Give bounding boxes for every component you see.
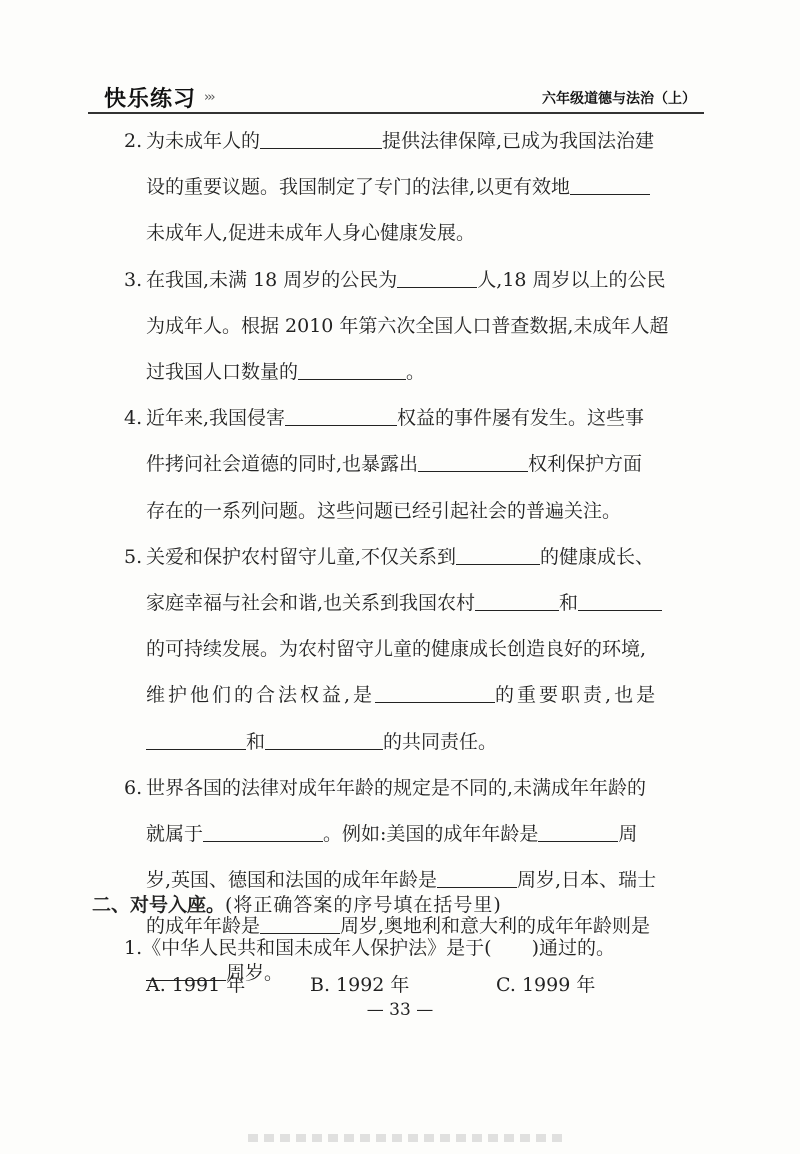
bleed-through-shadow (248, 1134, 568, 1142)
text: 周岁,日本、瑞士 (517, 869, 657, 892)
text: 就属于 (146, 823, 204, 846)
section-instruction: (将正确答案的序号填在括号里) (225, 894, 502, 916)
fill-in-questions (124, 118, 698, 996)
question-line (146, 441, 698, 487)
question-line (146, 210, 698, 256)
text: 的健康成长、 (540, 545, 655, 568)
answer-blank[interactable] (203, 819, 323, 842)
text: 设的重要议题。我国制定了专门的法律,以更有效地 (146, 176, 571, 199)
text: 权利保护方面 (528, 453, 643, 476)
text: 为未成年人的 (146, 130, 261, 152)
text: 关爱和保护农村留守儿童,不仅关系到 (146, 545, 457, 568)
question-line (146, 257, 698, 303)
text: 的共同责任。 (383, 730, 498, 753)
question-3 (124, 257, 698, 396)
page-header (88, 80, 704, 114)
text: 存在的一系列问题。这些问题已经引起社会的普遍关注。 (146, 499, 622, 522)
question-4 (124, 395, 698, 534)
question-number: 5. (124, 545, 143, 568)
question-line (146, 811, 698, 857)
chevron-decoration-icon: ››› (204, 90, 214, 105)
section-2-heading (92, 888, 502, 922)
question-line (146, 534, 698, 580)
text: 和 (246, 730, 266, 753)
text: 件拷问社会道德的同时,也暴露出 (146, 453, 419, 476)
answer-blank[interactable] (397, 265, 477, 288)
text: 在我国,未满 18 周岁的公民为 (146, 268, 398, 291)
answer-blank[interactable] (418, 449, 528, 472)
text: 家庭幸福与社会和谐,也关系到我国农村 (146, 592, 476, 615)
option-a[interactable]: A. 1991 年 (146, 974, 246, 996)
question-stem-end: )通过的。 (531, 937, 615, 959)
text: 周岁,奥地利和意大利的成年年龄则是 (340, 915, 651, 938)
question-line (146, 719, 698, 765)
text: 世界各国的法律对成年年龄的规定是不同的,未满成年年龄的 (146, 776, 647, 799)
text: 周岁。 (226, 961, 284, 984)
answer-blank[interactable] (437, 865, 517, 888)
text: 的重要职责,也是 (495, 684, 659, 707)
question-line (146, 303, 698, 349)
answer-blank[interactable] (146, 727, 246, 750)
answer-blank[interactable] (265, 727, 383, 750)
text: 岁,英国、德国和法国的成年年龄是 (146, 869, 438, 892)
text: 提供法律保障,已成为我国法治建 (382, 130, 655, 152)
question-number: 3. (124, 268, 143, 291)
text: 。例如:美国的成年年龄是 (323, 823, 539, 846)
question-2 (124, 118, 698, 257)
question-line (146, 118, 698, 164)
question-line (146, 626, 698, 672)
text: 的可持续发展。为农村留守儿童的健康成长创造良好的环境, (146, 638, 647, 661)
answer-blank[interactable] (570, 172, 650, 195)
section-title: 二、对号入座。 (92, 894, 226, 916)
question-line (146, 672, 698, 718)
mcq-question-1 (124, 928, 684, 968)
subject-label: 六年级道德与法治（上） (542, 91, 696, 107)
text: 为成年人。根据 2010 年第六次全国人口普查数据,未成年人超 (146, 314, 669, 337)
answer-blank[interactable] (456, 542, 540, 565)
text: 权益的事件屡有发生。这些事 (397, 407, 645, 430)
answer-blank[interactable] (260, 126, 382, 149)
page-number: — 33 — (366, 1000, 434, 1020)
question-stem: 《中华人民共和国未成年人保护法》是于( (142, 937, 492, 959)
question-number: 2. (124, 130, 143, 152)
answer-blank[interactable] (538, 819, 618, 842)
text: 近年来,我国侵害 (146, 407, 286, 430)
text: 维护他们的合法权益,是 (146, 684, 376, 707)
question-number: 4. (124, 407, 143, 430)
question-line (146, 349, 698, 395)
question-5 (124, 534, 698, 765)
question-line (146, 580, 698, 626)
question-line (146, 395, 698, 441)
text: 和 (559, 592, 579, 615)
option-c[interactable]: C. 1999 年 (496, 974, 596, 996)
text: 未成年人,促进未成年人身心健康发展。 (146, 222, 476, 245)
book-brand: 快乐练习 (104, 87, 197, 112)
question-number: 6. (124, 776, 143, 799)
question-line (146, 765, 698, 811)
answer-blank[interactable] (578, 588, 662, 611)
answer-blank[interactable] (375, 680, 495, 703)
question-number: 1. (124, 937, 143, 959)
question-line (146, 164, 698, 210)
text: 周 (618, 823, 638, 846)
text: 。 (406, 361, 426, 384)
answer-blank[interactable] (298, 357, 406, 380)
answer-blank[interactable] (475, 588, 559, 611)
option-b[interactable]: B. 1992 年 (310, 974, 410, 996)
text: 人,18 周岁以上的公民 (477, 268, 666, 291)
question-line (146, 488, 698, 534)
answer-blank[interactable] (285, 403, 397, 426)
text: 的成年年龄是 (146, 915, 261, 938)
text: 过我国人口数量的 (146, 361, 299, 384)
